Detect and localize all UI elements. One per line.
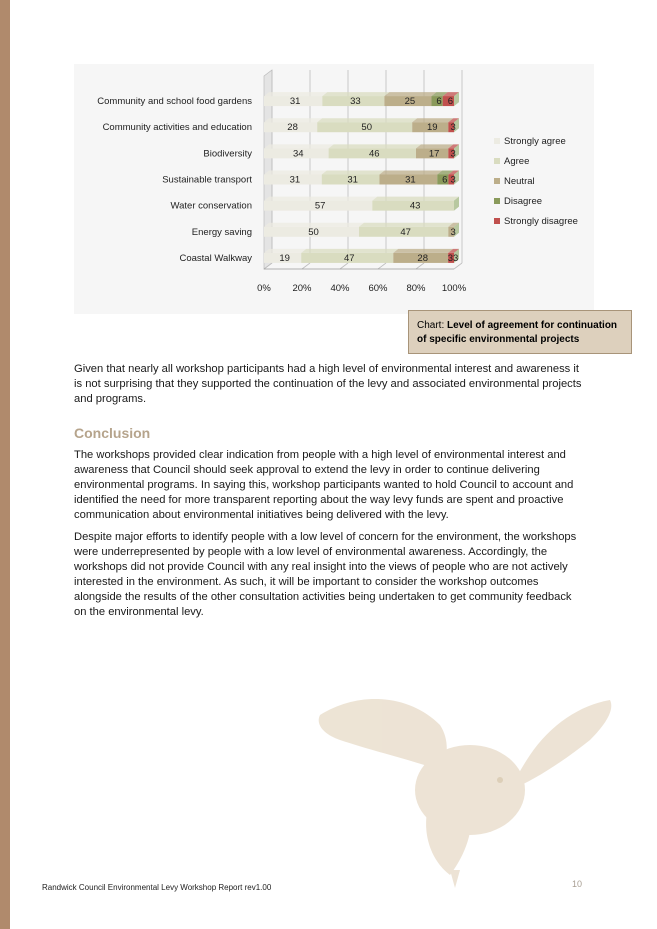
data-label: 43: [409, 200, 421, 212]
data-label: 47: [343, 252, 355, 264]
chart-caption: [408, 310, 632, 354]
legend-label: Strongly agree: [504, 136, 566, 147]
data-label: 6: [436, 96, 442, 108]
stacked-bar-chart: [74, 64, 594, 314]
data-label: 46: [369, 148, 380, 160]
data-label: 28: [417, 252, 428, 264]
chart-svg: [74, 64, 594, 314]
data-label: 31: [289, 174, 301, 186]
caption-prefix: Chart:: [417, 320, 448, 331]
paragraph-conclusion-1: The workshops provided clear indication from people with a high level of environmental interest and awareness that Council should seek approval to extend the levy in order to continue delivering environmental programs. In saying this, workshop participants wanted to hold Council to account and identified the need for more transparent reporting about the way levy funds are spent and proactive communication about environmental initiatives being delivered with the levy.: [74, 449, 574, 521]
section-heading-conclusion: Conclusion: [74, 425, 151, 441]
legend-swatch: [494, 198, 500, 204]
data-label: 47: [400, 226, 411, 238]
x-tick-label: 40%: [330, 283, 350, 294]
category-label: Energy saving: [191, 226, 252, 238]
data-label: 6: [447, 96, 454, 108]
category-label: Coastal Walkway: [179, 252, 252, 264]
x-tick-label: 80%: [406, 283, 426, 294]
bird-watermark-image: [300, 680, 630, 890]
legend-label: Agree: [504, 156, 530, 167]
x-tick-label: 20%: [292, 283, 312, 294]
data-label: 33: [447, 252, 459, 264]
x-tick-label: 100%: [441, 283, 467, 294]
data-label: 3: [450, 122, 456, 134]
data-label: 3: [450, 148, 456, 160]
legend-label: Neutral: [504, 176, 535, 187]
legend-swatch: [494, 178, 500, 184]
category-label: Community activities and education: [102, 122, 252, 134]
category-label: Sustainable transport: [162, 174, 252, 186]
data-label: 50: [308, 226, 319, 238]
paragraph-intro: Given that nearly all workshop participants had a high level of environmental interest and awareness it is not surprising that they supported the continuation of the levy and associated environmental projects and programs.: [74, 363, 582, 405]
x-tick-label: 0%: [257, 283, 271, 294]
data-label: 25: [404, 96, 416, 108]
data-label: 50: [361, 122, 372, 134]
x-tick-label: 60%: [368, 283, 388, 294]
footer-document-title: Randwick Council Environmental Levy Workshop Report rev1.00: [42, 883, 272, 892]
legend-label: Disagree: [504, 196, 543, 207]
data-label: 3: [450, 226, 456, 238]
data-label: 28: [287, 122, 298, 134]
category-label: Community and school food gardens: [97, 96, 252, 108]
data-label: 31: [289, 96, 301, 108]
page-number: 10: [572, 879, 583, 889]
page-side-bar: [0, 0, 10, 929]
data-label: 3: [450, 174, 456, 186]
category-label: Biodiversity: [203, 148, 252, 160]
data-label: 33: [350, 96, 361, 108]
data-label: 19: [426, 122, 438, 134]
legend-swatch: [494, 158, 500, 164]
data-label: 34: [293, 148, 304, 160]
data-label: 17: [428, 148, 440, 160]
legend-swatch: [494, 218, 500, 224]
data-label: 19: [279, 252, 290, 264]
paragraph-conclusion-2: Despite major efforts to identify people with a low level of concern for the environment, the workshops were underrepresented by people with a low level of environmental awareness. Accordingly, the workshops did not provide Council with any real insight into the views of people who are not actively interested in the environment. As such, it will be important to consider the workshop outcomes alongside the results of the other consultation activities being undertaken to get community feedback on the environmental levy.: [74, 531, 577, 618]
data-label: 31: [347, 174, 358, 186]
data-label: 6: [442, 174, 448, 186]
legend-label: Strongly disagree: [504, 216, 578, 227]
data-label: 57: [314, 200, 326, 212]
caption-title: Level of agreement for continuation of specific environmental projects: [417, 320, 618, 345]
legend-swatch: [494, 138, 500, 144]
data-label: 31: [405, 174, 416, 186]
category-label: Water conservation: [170, 200, 252, 212]
